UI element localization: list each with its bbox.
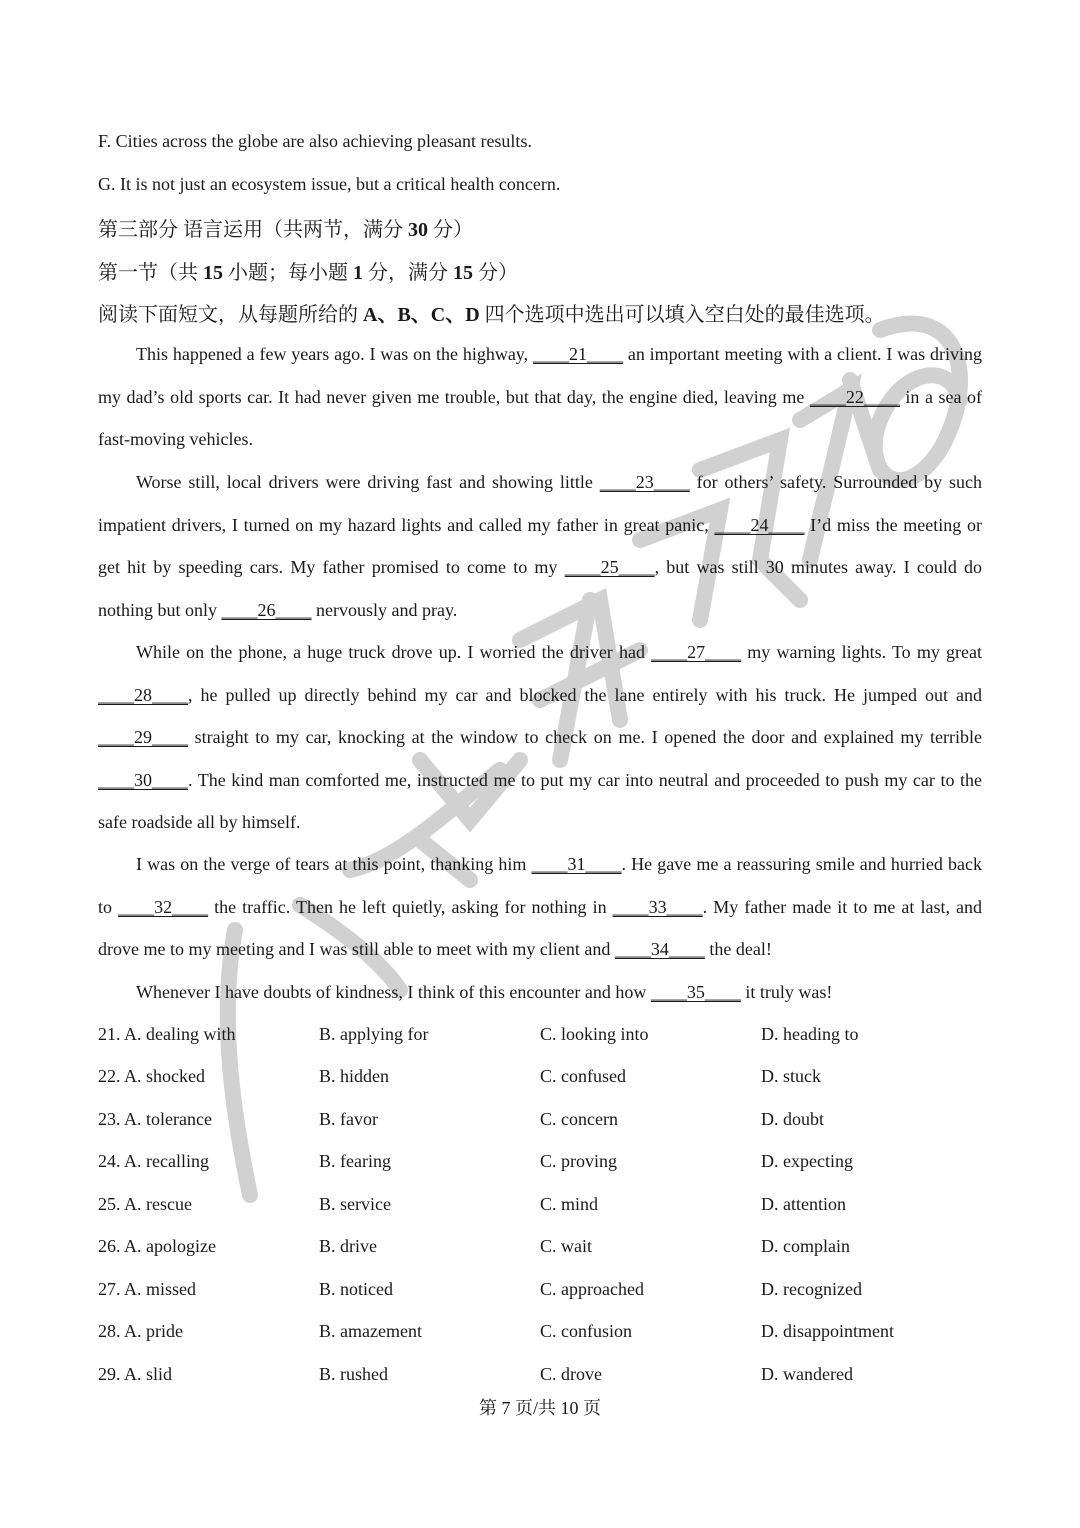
text-run: C. proving <box>540 1151 618 1171</box>
text-run: . He gave me a reassuring smile and hurried back to <box>98 854 982 917</box>
text-run: B. noticed <box>319 1279 393 1299</box>
text-run: 22. A. shocked <box>98 1066 205 1086</box>
text-run: D. heading to <box>761 1024 859 1044</box>
text-run: 29. A. slid <box>98 1364 173 1384</box>
text-run: C. mind <box>540 1194 599 1214</box>
text-run: A、B、C、D <box>363 304 480 326</box>
page-footer: 第 7 页/共 10 页 <box>478 1398 601 1418</box>
text-run: D. recognized <box>761 1279 862 1299</box>
passage-paragraph-5 <box>98 971 982 1014</box>
text-run: This happened a few years ago. I was on the highway, <box>136 344 533 364</box>
blank-33: ____33____ <box>612 896 703 917</box>
text-run: 15 <box>203 262 223 284</box>
text-run: . My father made it to me at last, and drove me to my meeting and I was still able to meet with my client and <box>98 896 982 959</box>
text-run: I was on the verge of tears at this point, thanking him <box>136 854 532 874</box>
text-run: 26. A. apologize <box>98 1236 216 1256</box>
text-run: 四个选项中选出可以填入空白处的最佳选项。 <box>479 304 885 326</box>
text-run: C. concern <box>540 1109 618 1129</box>
blank-35: ____35____ <box>650 982 741 1002</box>
blank-31: ____31____ <box>531 854 622 874</box>
option-g: G. It is not just an ecosystem issue, but a critical health concern. <box>98 174 561 194</box>
text-run: 分） <box>428 219 473 241</box>
text-run: Whenever I have doubts of kindness, I think of this encounter and how <box>136 982 651 1002</box>
choice-row-29 <box>98 1364 982 1388</box>
text-run: D. complain <box>761 1236 850 1256</box>
text-run: 15 <box>453 262 473 284</box>
text-run: B. fearing <box>319 1151 391 1171</box>
text-run: in a sea of fast-moving vehicles. <box>98 386 982 449</box>
text-run: 分） <box>473 262 518 284</box>
text-run: for others’ safety. Surrounded by such impatient drivers, I turned on my hazard lights and called my father in great panic, <box>98 472 982 535</box>
passage-paragraph-2 <box>98 461 982 631</box>
text-run: B. service <box>319 1194 391 1214</box>
text-run: the deal! <box>704 939 772 959</box>
text-run: C. confused <box>540 1066 626 1086</box>
text-run: my warning lights. To my great <box>741 642 982 662</box>
text-run: 27. A. missed <box>98 1279 197 1299</box>
text-run: 21. A. dealing with <box>98 1024 236 1044</box>
text-run: C. confusion <box>540 1321 632 1341</box>
text-run: the traffic. Then he left quietly, asking for nothing in <box>208 896 613 917</box>
choice-row-22 <box>98 1066 982 1090</box>
text-run: B. favor <box>319 1109 378 1129</box>
text-run: 小题；每小题 <box>223 262 353 284</box>
text-run: straight to my car, knocking at the window to check on me. I opened the door and explained my terrible <box>188 727 982 747</box>
text-run: nervously and pray. <box>311 599 458 620</box>
passage-paragraph-1 <box>98 333 982 461</box>
text-run: , but was still 30 minutes away. I could do nothing but only <box>98 557 982 620</box>
text-run: it truly was! <box>740 982 833 1002</box>
blank-27: ____27____ <box>651 642 742 662</box>
choice-row-27 <box>98 1279 982 1303</box>
text-run: 25. A. rescue <box>98 1194 192 1214</box>
text-run: B. hidden <box>319 1066 389 1086</box>
blank-22: ____22____ <box>809 386 900 407</box>
text-run: 23. A. tolerance <box>98 1109 212 1129</box>
section-heading <box>98 213 473 242</box>
text-run: 30 <box>408 219 428 241</box>
choice-row-24 <box>98 1151 982 1175</box>
text-run: 第一节（共 <box>98 262 203 284</box>
blank-30: ____30____ <box>98 769 188 790</box>
instruction <box>98 298 885 327</box>
choice-row-25 <box>98 1194 982 1218</box>
text-run: 分，满分 <box>363 262 453 284</box>
text-run: B. drive <box>319 1236 377 1256</box>
choice-row-26 <box>98 1236 982 1260</box>
text-run: I’d miss the meeting or get hit by speeding cars. My father promised to come to my <box>98 514 982 577</box>
text-run: C. wait <box>540 1236 592 1256</box>
text-run: C. looking into <box>540 1024 649 1044</box>
choice-row-23 <box>98 1109 982 1133</box>
passage-paragraph-4 <box>98 843 982 971</box>
blank-26: ____26____ <box>221 599 312 620</box>
text-run: C. drove <box>540 1364 602 1384</box>
text-run: B. amazement <box>319 1321 422 1341</box>
choice-row-21 <box>98 1024 982 1048</box>
text-run: 28. A. pride <box>98 1321 183 1341</box>
text-run: D. doubt <box>761 1109 824 1129</box>
text-run: While on the phone, a huge truck drove up. I worried the driver had <box>136 642 652 662</box>
text-run: an important meeting with a client. I was driving my dad’s old sports car. It had never given me trouble, but that day, the engine died, leaving me <box>98 344 982 407</box>
text-run: C. approached <box>540 1279 644 1299</box>
text-run: B. applying for <box>319 1024 429 1044</box>
text-run: D. disappointment <box>761 1321 894 1341</box>
passage-paragraph-3 <box>98 631 982 844</box>
text-run: 第三部分 语言运用（共两节，满分 <box>98 219 408 241</box>
text-run: 24. A. recalling <box>98 1151 209 1171</box>
blank-23: ____23____ <box>599 472 690 492</box>
text-run: 1 <box>353 262 363 284</box>
blank-24: ____24____ <box>714 514 805 535</box>
blank-28: ____28____ <box>98 684 188 705</box>
option-f: F. Cities across the globe are also achieving pleasant results. <box>98 131 532 151</box>
text-run: D. stuck <box>761 1066 821 1086</box>
blank-29: ____29____ <box>98 727 188 747</box>
text-run: . The kind man comforted me, instructed me to put my car into neutral and proceeded to push my car to the safe roadside all by himself. <box>98 769 982 832</box>
text-run: , he pulled up directly behind my car and blocked the lane entirely with his truck. He jumped out and <box>188 684 982 705</box>
blank-34: ____34____ <box>614 939 705 959</box>
blank-25: ____25____ <box>564 557 655 577</box>
text-run: 阅读下面短文，从每题所给的 <box>98 304 363 326</box>
choice-row-28 <box>98 1321 982 1345</box>
text-run: D. expecting <box>761 1151 853 1171</box>
text-run: D. attention <box>761 1194 846 1214</box>
text-run: Worse still, local drivers were driving fast and showing little <box>136 472 600 492</box>
subsection-heading <box>98 256 518 285</box>
blank-32: ____32____ <box>118 896 209 917</box>
text-run: B. rushed <box>319 1364 388 1384</box>
blank-21: ____21____ <box>532 344 623 364</box>
text-run: D. wandered <box>761 1364 853 1384</box>
